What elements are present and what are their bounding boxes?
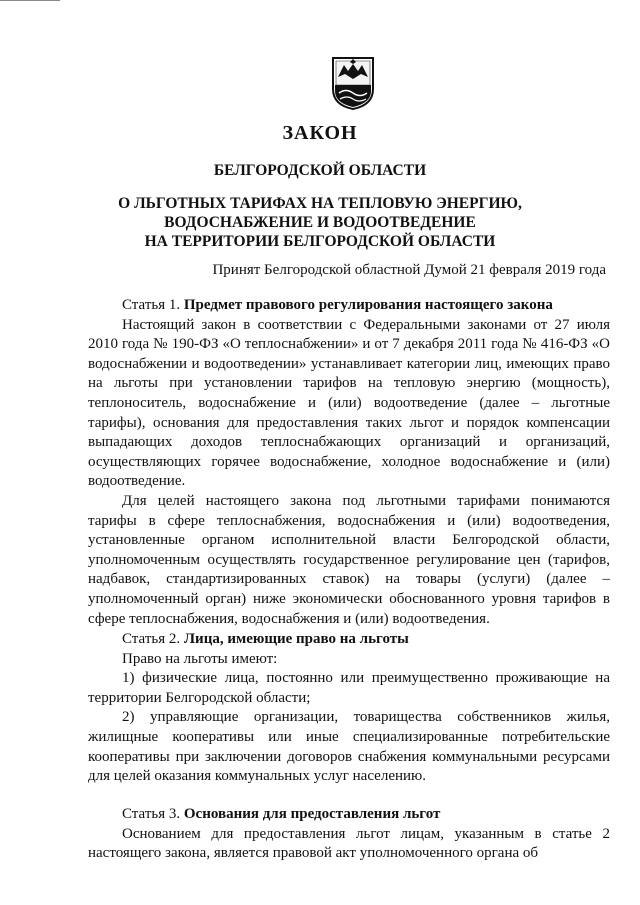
article-number: Статья 3. <box>122 806 184 822</box>
document-subtitle <box>0 194 640 251</box>
article-paragraph: 2) управляющие организации, товарищества собственников жилья, жилищные кооперативы или иные специализированные потребительские кооперативы при заключении договоров снабжения коммунальными ресурсами для целей оказания коммунальных услуг населению. <box>88 709 610 785</box>
article-2 <box>88 630 610 787</box>
belgorod-coat-of-arms-icon <box>330 55 376 111</box>
subtitle-line: ВОДОСНАБЖЕНИЕ И ВОДООТВЕДЕНИЕ <box>164 214 476 231</box>
article-paragraph: Настоящий закон в соответствии с Федеральными законами от 27 июля 2010 года № 190-ФЗ «О теплоснабжении» и от 7 декабря 2011 года № 416-ФЗ «О водоснабжении и водоотведении» устанавливает категории лиц, имеющих право на льготы при установлении тарифов на тепловую энергию (мощность), теплоноситель, водоснабжение и (или) водоотведение (далее – льготные тарифы), основания для предоставления таких льгот и порядок компенсации выпадающих доходов теплоснабжающих организаций и организаций, осуществляющих горячее водоснабжение, холодное водоснабжение и (или) водоотведение. <box>88 316 610 490</box>
article-paragraph: Для целей настоящего закона под льготными тарифами понимаются тарифы в сфере теплоснабжения, водоснабжения и (или) водоотведения, установленные органом исполнительной власти Белгородской области, уполномоченным осуществлять государственное регулирование цен (тарифов, надбавок, стандартизированных ставок) на товары (услуги) (далее – уполномоченный орган) ниже экономически обоснованного уровня тарифов в сфере теплоснабжения, водоснабжения и (или) водоотведения. <box>88 492 610 627</box>
subtitle-line: О ЛЬГОТНЫХ ТАРИФАХ НА ТЕПЛОВУЮ ЭНЕРГИЮ, <box>118 195 522 212</box>
article-number: Статья 1. <box>122 297 184 313</box>
article-heading-text: Основания для предоставления льгот <box>183 806 441 822</box>
article-3 <box>88 805 610 864</box>
article-paragraph: 1) физические лица, постоянно или преимущественно проживающие на территории Белгородской области; <box>88 670 610 706</box>
article-number: Статья 2. <box>122 631 184 647</box>
scan-edge-line <box>0 0 60 1</box>
article-heading <box>88 296 610 316</box>
article-heading-text: Лица, имеющие право на льготы <box>183 631 409 647</box>
document-region: БЕЛГОРОДСКОЙ ОБЛАСТИ <box>213 162 427 179</box>
article-heading <box>88 630 610 650</box>
document-title: ЗАКОН <box>282 122 358 144</box>
article-heading-text: Предмет правового регулирования настоящего закона <box>183 297 553 313</box>
adoption-note: Принят Белгородской областной Думой 21 февраля 2019 года <box>212 262 606 278</box>
subtitle-line: НА ТЕРРИТОРИИ БЕЛГОРОДСКОЙ ОБЛАСТИ <box>144 233 496 250</box>
article-1 <box>88 296 610 629</box>
article-paragraph: Право на льготы имеют: <box>122 650 278 667</box>
article-heading <box>88 805 610 825</box>
article-paragraph: Основанием для предоставления льгот лицам, указанным в статье 2 настоящего закона, является правовой акт уполномоченного органа об <box>88 825 610 862</box>
